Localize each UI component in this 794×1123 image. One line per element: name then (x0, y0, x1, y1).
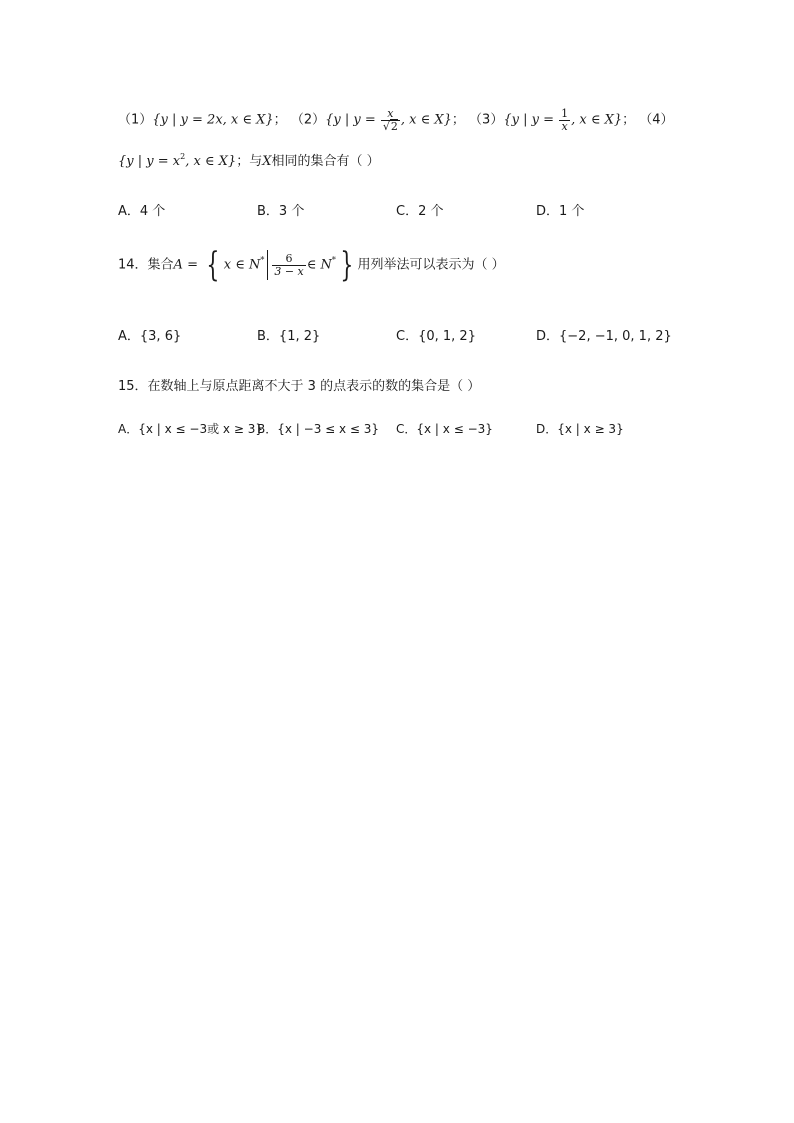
q13-option-a: A．4 个 (118, 204, 166, 219)
q15-option-d: D．{x | x ≥ 3} (536, 422, 624, 436)
q14-set-name: A = (173, 257, 203, 273)
q14-option-d: D．{−2, −1, 0, 1, 2} (536, 329, 672, 344)
q13-sep3: ； (622, 112, 636, 128)
q13-sep1: ； (273, 112, 287, 128)
q13-set2-radicand: 2 (390, 119, 398, 133)
q15-option-b: B．{x | −3 ≤ x ≤ 3} (257, 422, 380, 436)
q13-item2-label: （2） (290, 112, 326, 128)
q15-option-c: C．{x | x ≤ −3} (396, 422, 493, 436)
q13-set2-numerator: x (381, 108, 400, 121)
q14-right-brace: } (340, 245, 354, 285)
q13-set-x: X (262, 154, 272, 169)
q13-set1: {y | y = 2x, x ∈ X} (152, 112, 274, 128)
q13-tail-a: ；与 (236, 154, 263, 169)
q14-option-c: C．{0, 1, 2} (396, 329, 476, 344)
q13-tail-b: 相同的集合有（ ） (271, 154, 380, 169)
q13-set2-denominator: √2 (382, 119, 398, 133)
q13-option-b: B．3 个 (257, 204, 305, 219)
q13-set3-end: , x ∈ X} (571, 112, 623, 128)
q13-set4-exponent: 2 (180, 152, 186, 161)
q13-set2-start: {y | y = (325, 112, 380, 128)
q13-set4-end: , x ∈ X} (185, 154, 237, 169)
q14-option-a: A．{3, 6} (118, 329, 182, 344)
q13-item4-label: （4） (639, 112, 674, 128)
q14-star2: * (331, 255, 336, 265)
q13-set4-start: {y | y = x (118, 154, 181, 169)
q14-divider (267, 250, 268, 280)
q14-suffix: 用列举法可以表示为（ ） (357, 257, 505, 273)
q14-option-b: B．{1, 2} (257, 329, 321, 344)
q13-line1 (118, 108, 674, 132)
q13-option-c: C．2 个 (396, 204, 444, 219)
q14-prefix: 14．集合 (118, 257, 174, 273)
q14-element: x ∈ N (223, 257, 261, 273)
q14-fraction (272, 253, 305, 277)
q13-set3-start: {y | y = (503, 112, 559, 128)
q13-option-d: D．1 个 (536, 204, 585, 219)
q13-set3-fraction (559, 108, 570, 132)
q13-set3-numerator: 1 (561, 107, 569, 120)
q14-numerator: 6 (272, 253, 305, 266)
q14-left-brace: { (206, 245, 220, 285)
q13-line2 (118, 150, 380, 169)
q13-set2-fraction (381, 108, 400, 132)
q13-set2-end: , x ∈ X} (400, 112, 452, 128)
q15-stem: 15．在数轴上与原点距离不大于 3 的点表示的数的集合是（ ） (118, 379, 481, 394)
q14-star1: * (260, 255, 265, 265)
q13-item3-label: （3） (469, 112, 504, 128)
q15-option-a: A．{x | x ≤ −3或 x ≥ 3} (118, 422, 263, 436)
q14-denominator: 3 − x (274, 264, 304, 278)
q13-set3-denominator: x (561, 119, 568, 133)
q14-condition: ∈ N (306, 257, 332, 273)
q13-sep2: ； (451, 112, 465, 128)
q13-item1-label: （1） (118, 112, 153, 128)
q14-stem (118, 245, 505, 285)
